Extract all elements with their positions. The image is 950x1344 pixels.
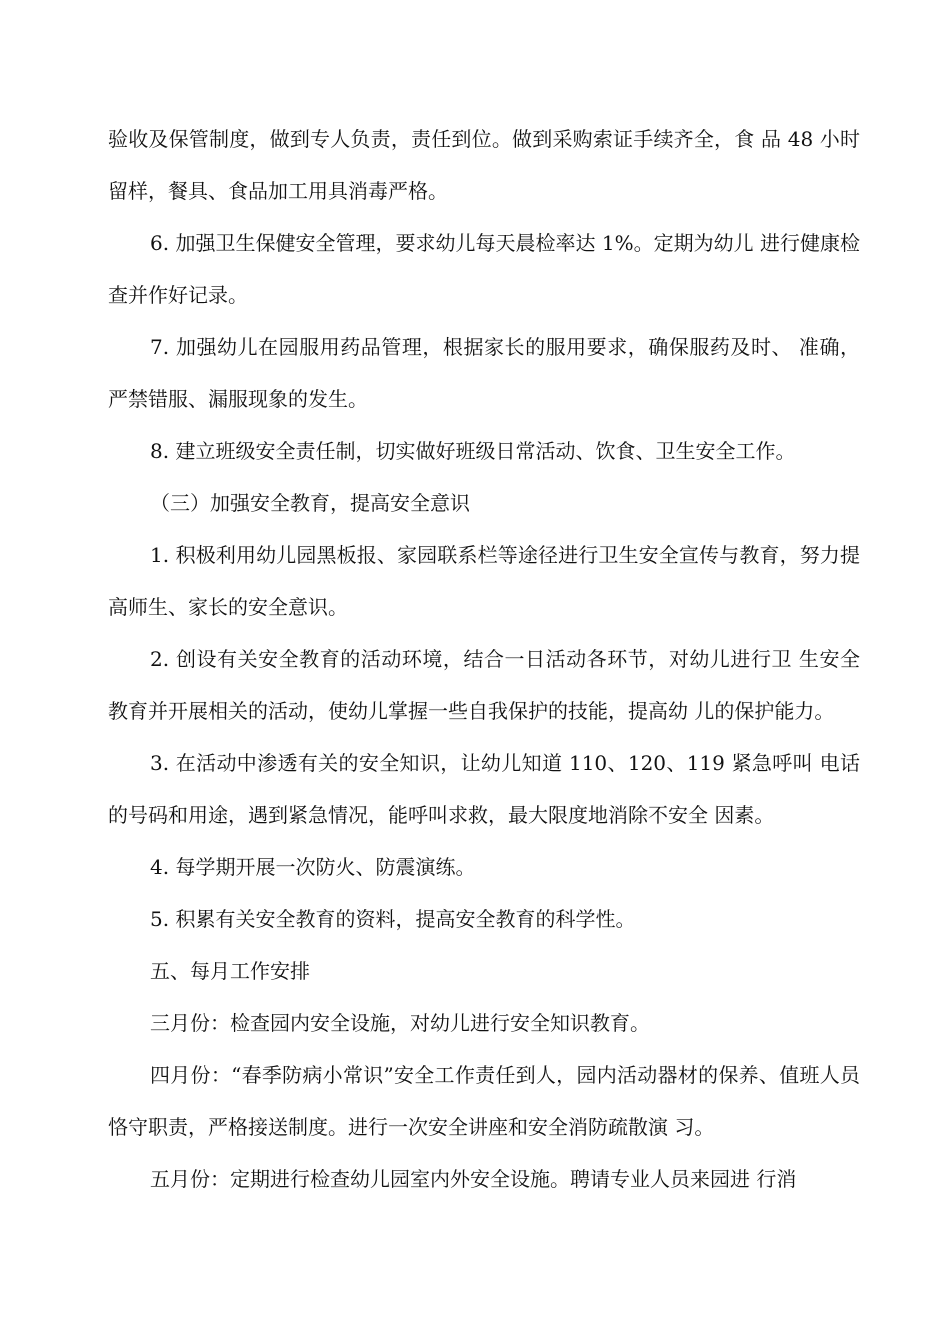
document-body (108, 113, 860, 1205)
paragraph-march: 三月份：检查园内安全设施，对幼儿进行安全知识教育。 (150, 1011, 650, 1035)
paragraph-april: 四月份：“春季防病小常识”安全工作责任到人，园内活动器材的保养、值班人员恪守职责，严格接送制度。进行一次安全讲座和安全消防疏散演 习。 (108, 1063, 860, 1139)
section-heading-safety-education: （三）加强安全教育，提高安全意识 (150, 491, 470, 515)
paragraph-6: 2. 创设有关安全教育的活动环境，结合一日活动各环节，对幼儿进行卫 生安全教育并开展相关的活动，使幼儿掌握一些自我保护的技能，提高幼 儿的保护能力。 (108, 647, 860, 723)
paragraph-8: 4. 每学期开展一次防火、防震演练。 (150, 855, 476, 879)
paragraph-1: 验收及保管制度，做到专人负责，责任到位。做到采购索证手续齐全，食 品 48 小时留样，餐具、食品加工用具消毒严格。 (108, 127, 860, 203)
paragraph-2: 6. 加强卫生保健安全管理，要求幼儿每天晨检率达 1%。定期为幼儿 进行健康检查并作好记录。 (108, 231, 860, 307)
paragraph-5: 1. 积极利用幼儿园黑板报、家园联系栏等途径进行卫生安全宣传与教育，努力提高师生、家长的安全意识。 (108, 543, 860, 619)
paragraph-3: 7. 加强幼儿在园服用药品管理，根据家长的服用要求，确保服药及时、 准确，严禁错服、漏服现象的发生。 (108, 335, 860, 411)
section-heading-monthly-plan: 五、每月工作安排 (150, 959, 310, 983)
paragraph-9: 5. 积累有关安全教育的资料，提高安全教育的科学性。 (150, 907, 636, 931)
paragraph-may: 五月份：定期进行检查幼儿园室内外安全设施。聘请专业人员来园进 行消 (150, 1167, 797, 1191)
paragraph-7: 3. 在活动中渗透有关的安全知识，让幼儿知道 110、120、119 紧急呼叫 电话的号码和用途，遇到紧急情况，能呼叫求救，最大限度地消除不安全 因素。 (108, 751, 860, 827)
paragraph-4: 8. 建立班级安全责任制，切实做好班级日常活动、饮食、卫生安全工作。 (150, 439, 796, 463)
